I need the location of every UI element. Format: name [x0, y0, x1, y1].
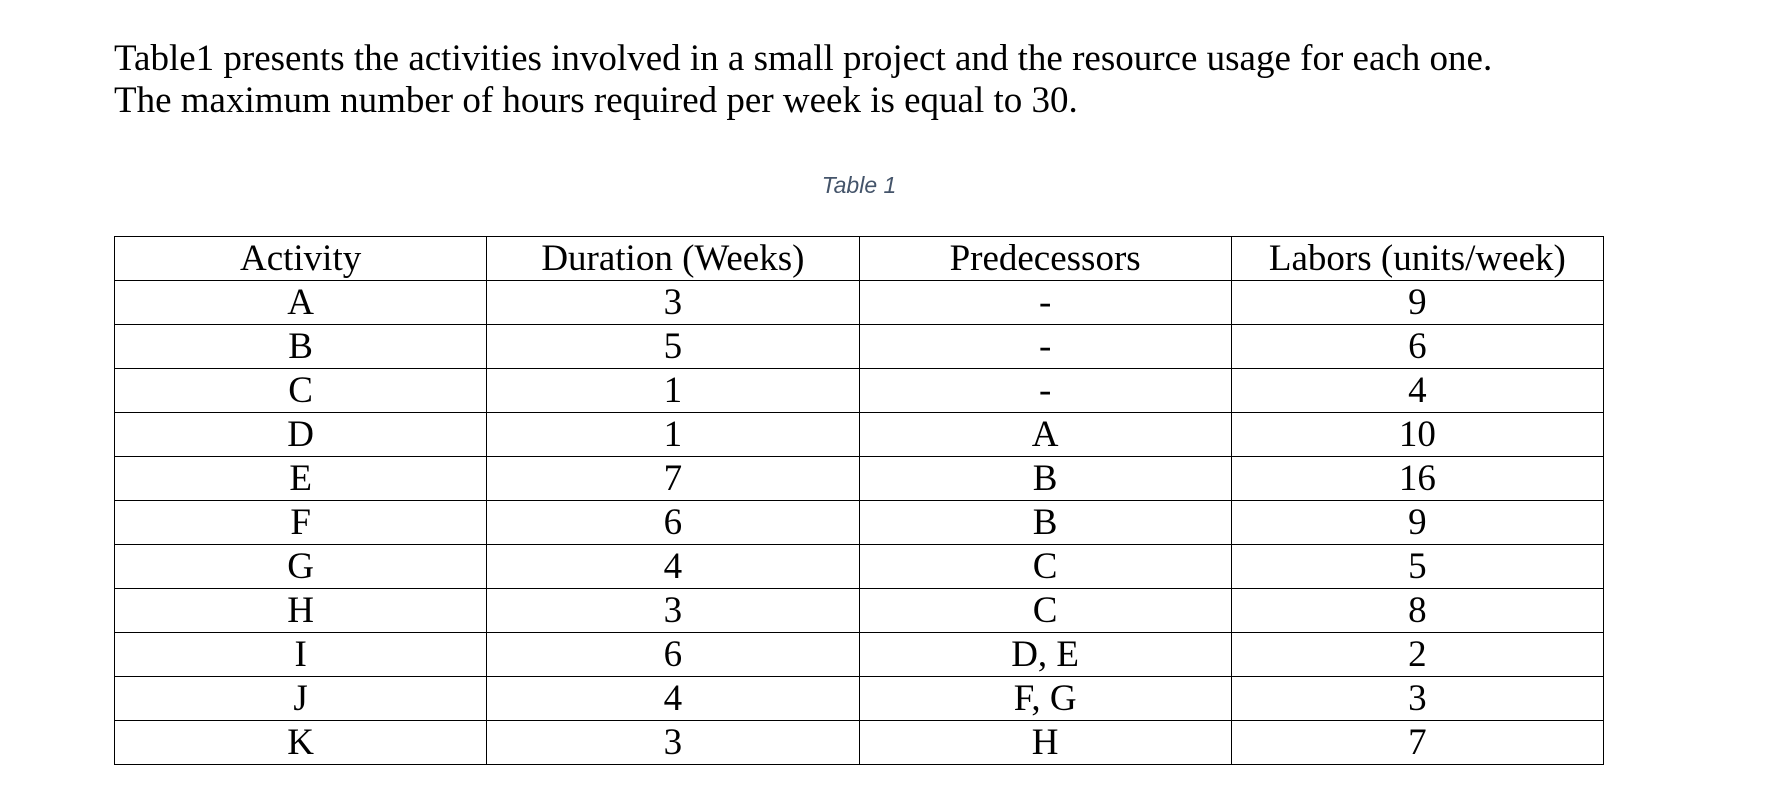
cell-activity: A — [115, 281, 487, 325]
intro-line-2: The maximum number of hours required per week is equal to 30. — [114, 80, 1078, 121]
cell-duration: 3 — [487, 721, 859, 765]
cell-duration: 3 — [487, 589, 859, 633]
cell-activity: D — [115, 413, 487, 457]
cell-predecessors: D, E — [859, 633, 1231, 677]
header-predecessors: Predecessors — [859, 237, 1231, 281]
cell-activity: C — [115, 369, 487, 413]
cell-predecessors: F, G — [859, 677, 1231, 721]
cell-activity: K — [115, 721, 487, 765]
cell-predecessors: C — [859, 545, 1231, 589]
cell-activity: G — [115, 545, 487, 589]
cell-duration: 6 — [487, 501, 859, 545]
cell-duration: 3 — [487, 281, 859, 325]
cell-labors: 10 — [1231, 413, 1603, 457]
cell-labors: 9 — [1231, 281, 1603, 325]
cell-duration: 1 — [487, 369, 859, 413]
cell-duration: 7 — [487, 457, 859, 501]
table-row — [115, 545, 1604, 589]
cell-activity: H — [115, 589, 487, 633]
cell-duration: 1 — [487, 413, 859, 457]
table-row — [115, 457, 1604, 501]
table-row — [115, 281, 1604, 325]
header-labors: Labors (units/week) — [1231, 237, 1603, 281]
cell-labors: 6 — [1231, 325, 1603, 369]
table-header-row — [115, 237, 1604, 281]
cell-labors: 2 — [1231, 633, 1603, 677]
cell-predecessors: C — [859, 589, 1231, 633]
cell-predecessors: H — [859, 721, 1231, 765]
cell-predecessors: - — [859, 369, 1231, 413]
cell-labors: 16 — [1231, 457, 1603, 501]
intro-paragraph — [114, 38, 1674, 122]
table-row — [115, 677, 1604, 721]
cell-activity: E — [115, 457, 487, 501]
cell-predecessors: - — [859, 281, 1231, 325]
table-row — [115, 633, 1604, 677]
cell-duration: 4 — [487, 545, 859, 589]
cell-activity: F — [115, 501, 487, 545]
cell-labors: 9 — [1231, 501, 1603, 545]
cell-labors: 5 — [1231, 545, 1603, 589]
table-row — [115, 369, 1604, 413]
cell-duration: 5 — [487, 325, 859, 369]
cell-activity: B — [115, 325, 487, 369]
table-body — [115, 281, 1604, 765]
cell-predecessors: B — [859, 457, 1231, 501]
intro-line-1: Table1 presents the activities involved in a small project and the resource usage for each one. — [114, 38, 1493, 79]
header-activity: Activity — [115, 237, 487, 281]
cell-labors: 7 — [1231, 721, 1603, 765]
activity-table — [114, 236, 1604, 765]
cell-labors: 8 — [1231, 589, 1603, 633]
table-row — [115, 413, 1604, 457]
cell-predecessors: A — [859, 413, 1231, 457]
cell-activity: I — [115, 633, 487, 677]
cell-labors: 4 — [1231, 369, 1603, 413]
table-row — [115, 721, 1604, 765]
header-duration: Duration (Weeks) — [487, 237, 859, 281]
cell-activity: J — [115, 677, 487, 721]
cell-labors: 3 — [1231, 677, 1603, 721]
table-caption: Table 1 — [821, 172, 897, 198]
table-row — [115, 589, 1604, 633]
table-row — [115, 501, 1604, 545]
cell-predecessors: B — [859, 501, 1231, 545]
cell-duration: 6 — [487, 633, 859, 677]
cell-predecessors: - — [859, 325, 1231, 369]
table-row — [115, 325, 1604, 369]
cell-duration: 4 — [487, 677, 859, 721]
